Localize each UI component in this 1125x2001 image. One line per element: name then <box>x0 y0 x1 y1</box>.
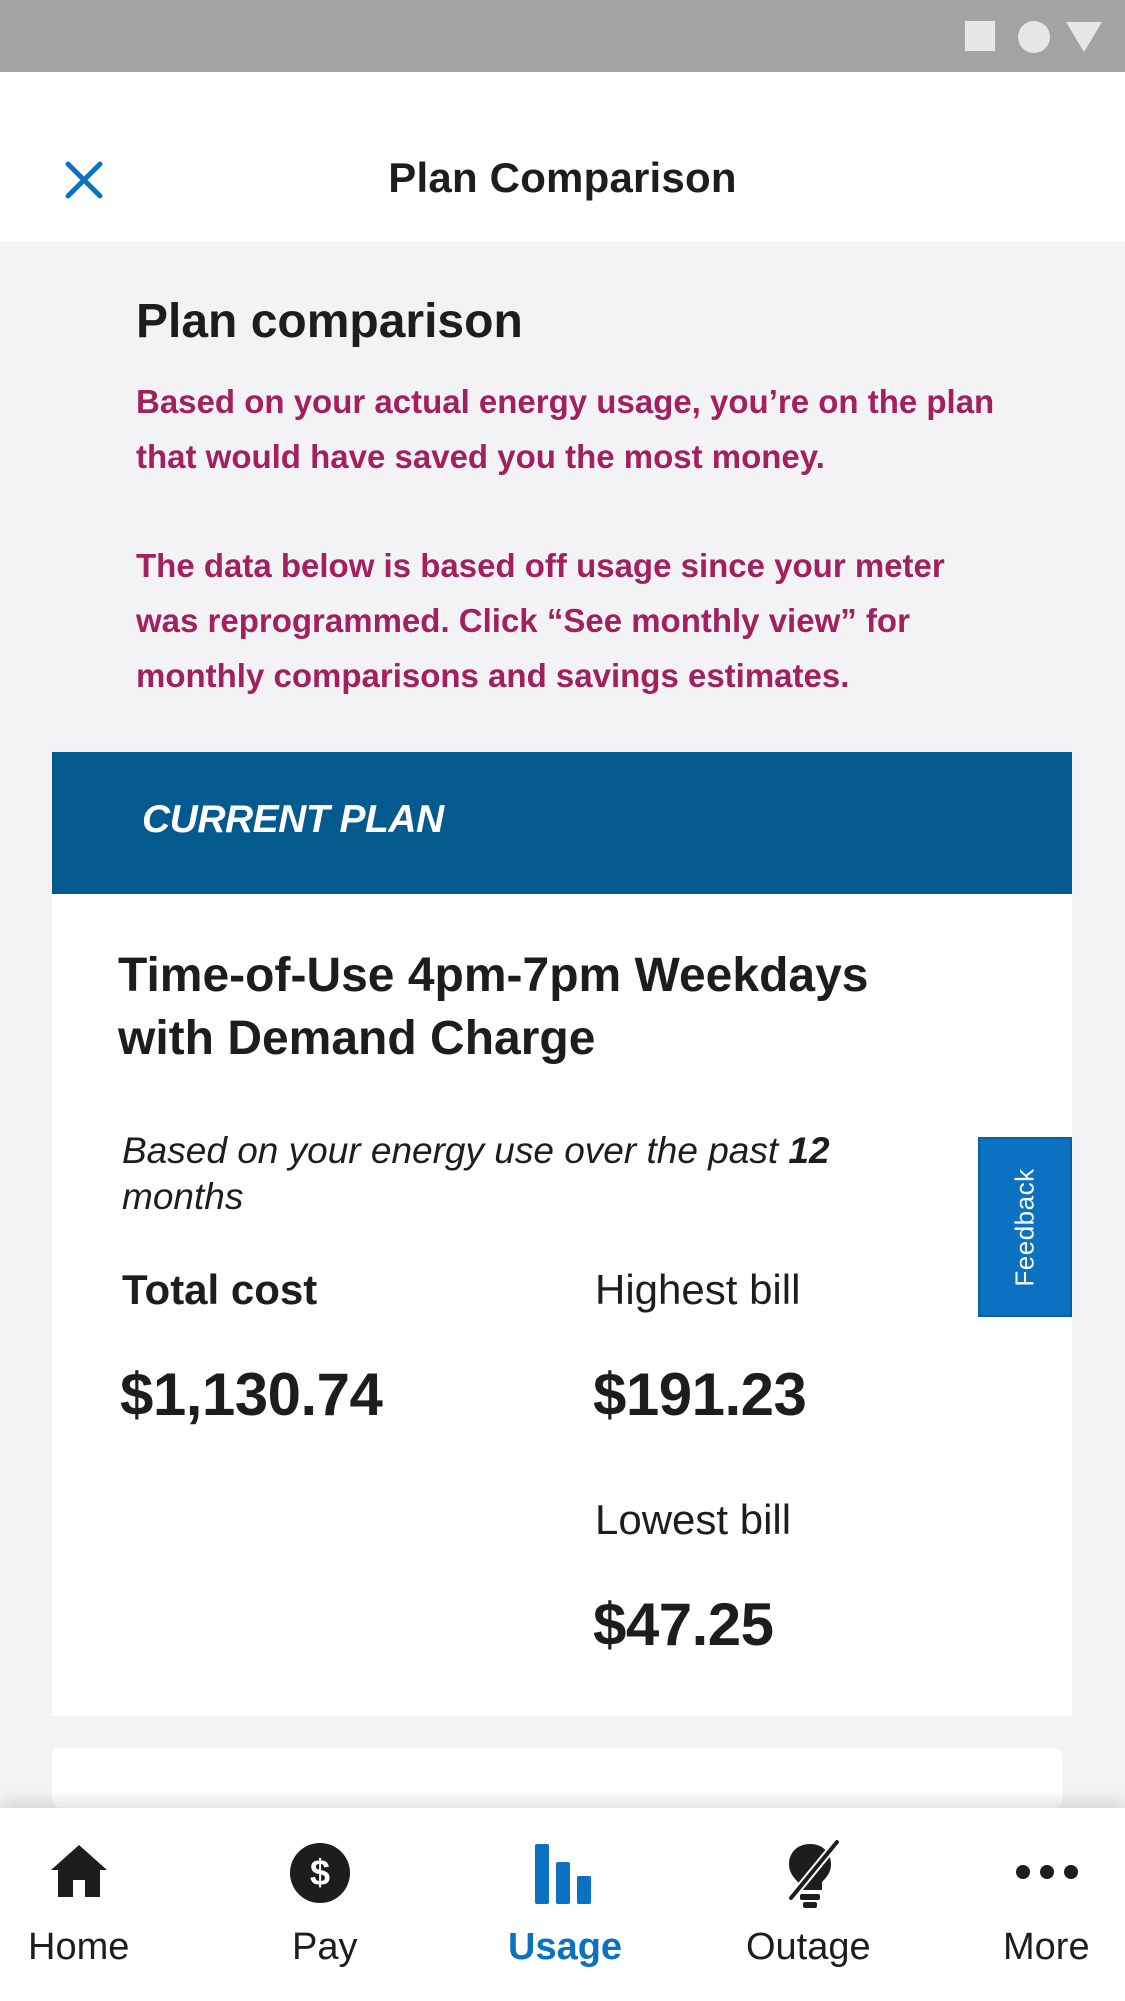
basis-prefix: Based on your energy use over the past <box>122 1130 779 1171</box>
nav-more[interactable] <box>967 1808 1125 2001</box>
current-plan-banner <box>52 752 1072 894</box>
plan-basis-text <box>122 1128 942 1220</box>
total-cost-label: Total cost <box>122 1266 318 1313</box>
nav-outage[interactable] <box>730 1808 890 2001</box>
status-bar <box>0 0 1125 72</box>
plan-name: Time-of-Use 4pm-7pm Weekdays with Demand Charge <box>118 949 869 1065</box>
nav-usage-label: Usage <box>508 1926 623 1968</box>
nav-pay-label: Pay <box>292 1926 358 1968</box>
basis-months-count: 12 <box>788 1130 830 1171</box>
app-header <box>0 72 1125 242</box>
section-heading: Plan comparison <box>136 295 523 348</box>
dollar-icon <box>289 1842 351 1904</box>
feedback-label: Feedback <box>1009 1167 1040 1287</box>
data-basis-message: The data below is based off usage since your meter was reprogrammed. Click “See monthly view” for monthly comparisons and savings estimates. <box>136 547 945 694</box>
total-cost-value: $1,130.74 <box>120 1361 383 1428</box>
home-circle-icon <box>1018 21 1050 53</box>
current-plan-card <box>52 894 1072 1716</box>
highest-bill-value: $191.23 <box>593 1361 807 1428</box>
savings-message: Based on your actual energy usage, you’re on the plan that would have saved you the most money. <box>136 383 995 475</box>
bottom-navigation <box>0 1808 1125 2001</box>
page-title: Plan Comparison <box>388 154 737 201</box>
nav-more-label: More <box>1003 1926 1090 1968</box>
lowest-bill-label: Lowest bill <box>595 1496 792 1543</box>
bar-chart-icon <box>531 1842 595 1904</box>
current-plan-label: CURRENT PLAN <box>142 798 444 841</box>
basis-suffix: months <box>122 1176 244 1217</box>
plan-comparison-intro <box>52 242 1072 752</box>
feedback-button[interactable] <box>978 1137 1072 1317</box>
nav-home[interactable] <box>0 1808 160 2001</box>
next-plan-card <box>52 1748 1062 1808</box>
nav-usage[interactable] <box>480 1808 646 2001</box>
lowest-bill-value: $47.25 <box>593 1591 774 1658</box>
nav-pay[interactable] <box>240 1808 400 2001</box>
highest-bill-label: Highest bill <box>595 1266 801 1313</box>
back-triangle-icon <box>1066 22 1102 52</box>
nav-home-label: Home <box>28 1926 130 1968</box>
home-icon <box>48 1842 110 1900</box>
recents-icon <box>965 21 995 51</box>
svg-text:$: $ <box>309 1852 331 1893</box>
nav-outage-label: Outage <box>746 1926 871 1968</box>
more-icon <box>1015 1862 1079 1882</box>
bulb-off-icon <box>777 1838 843 1910</box>
